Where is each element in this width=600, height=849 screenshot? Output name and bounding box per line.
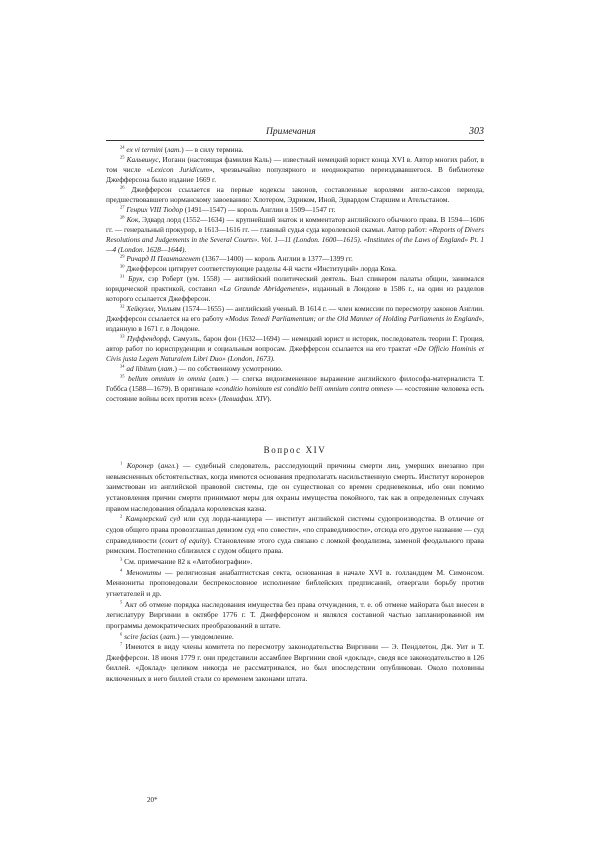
footnote-text: Имеются в виду члены комитета по пересмотру законодательства Виргинии — Э. Пендлетон, Дж. Уит и Т. Джефферсон. 18 июня 1779 г. они представили ассамблее Виргинии свой «доклад», сведя все законодательство в 126 биллей. «Доклад» целиком никогда не рассматривался, но был впоследствии опубликован. Около половины включенных в него биллей стали со временем законами штата. bbox=[106, 642, 485, 684]
notes-top bbox=[106, 145, 484, 404]
italic-text: англ. bbox=[160, 461, 177, 470]
footnote-number: 30 bbox=[120, 264, 125, 270]
footnote-text: ) — слегка видоизмененное выражение английского философа-материалиста Т. Гоббса (1588—1679). В оригинале « bbox=[106, 373, 485, 393]
footnote-text: ). bbox=[267, 393, 272, 403]
footnote bbox=[106, 461, 484, 514]
footnote-number: 25 bbox=[120, 154, 125, 160]
footnote-text: Джефферсон цитирует соответствующие разделы 4-й части «Институций» лорда Кока. bbox=[126, 264, 397, 274]
footnote-text: ( bbox=[156, 363, 161, 373]
footnote-text: ( bbox=[205, 373, 212, 383]
footnote bbox=[106, 374, 484, 404]
footnote-text: », чрезвычайно популярного и неоднократно переиздававшегося. В библиотеке Джефферсона было издание 1669 г. bbox=[106, 164, 485, 184]
italic-text: Канцлерский суд bbox=[125, 514, 181, 524]
footnote-text: ) — по собственному усмотрению. bbox=[174, 363, 283, 373]
footnote bbox=[106, 632, 484, 643]
footnote-number: 35 bbox=[120, 373, 125, 379]
footnote-text: ) — в силу термина. bbox=[181, 145, 244, 154]
footnote-number: 34 bbox=[120, 363, 125, 369]
footnote-number: 4 bbox=[120, 567, 123, 573]
footnote-number: 29 bbox=[120, 254, 125, 260]
italic-text: Кок bbox=[126, 214, 139, 224]
italic-text: Менониты bbox=[126, 567, 162, 577]
italic-text: Reports of Divers Resolutions and Judgements in the Several Courts». Vol. 1—11 (London. 1600—1615). «Institutes of the Laws of England» Pt. 1—4 (London. 1628—1644). bbox=[106, 224, 484, 254]
page-number: 303 bbox=[469, 126, 484, 137]
footnote-number: 28 bbox=[120, 214, 125, 220]
footnote-text: », изданный в Лондоне в 1586 г., на один из разделов которого ссылается Джефферсон. bbox=[106, 284, 484, 304]
notes-bottom bbox=[106, 461, 484, 685]
footnote-number: 1 bbox=[120, 460, 123, 466]
italic-text: Брук bbox=[128, 274, 143, 284]
footnote-text: ( bbox=[162, 145, 168, 154]
footnote-number: 5 bbox=[120, 599, 123, 605]
footnote bbox=[106, 205, 484, 215]
signature-mark: 20* bbox=[147, 796, 158, 804]
footnote-number: 24 bbox=[120, 144, 125, 150]
footnote-text: Акт об отмене порядка наследования имущества без права отчуждения, т. е. об отмене майората был внесен в легислатуру Виргинии в октябре 1776 г. Т. Джефферсоном и являлся составной частью запланированной им программы демократических преобразований в штате. bbox=[106, 599, 485, 630]
footnote-text: Джефферсон ссылается на первые кодексы законов, составленные королями англо-саксов периода, предшествовавшего норманскому завоеванию: Хлотером, Эдриком, Иной, Эдвардом Старшим и Ательстаном. bbox=[106, 184, 484, 204]
italic-text: ex vi termini bbox=[126, 145, 163, 154]
footnote-text: ( bbox=[153, 461, 161, 470]
footnote-number: 32 bbox=[120, 303, 125, 309]
running-header bbox=[106, 126, 484, 141]
footnote-text: ). Становление этого суда связано с ломкой феодализма, заменой феодального права римским. Постепенно сблизился с судом общего права. bbox=[106, 535, 485, 556]
footnote-text: » — «состояние человека есть состояние войны всех против всех» ( bbox=[106, 383, 484, 403]
footnote-text: — религиозная анабаптистская секта, основанная в начале XVI в. голландцем М. Симонсом. Меннониты проповедовали беспрекословное исполнение библейских предписаний, отвергали борьбу против угнетателей и др. bbox=[106, 567, 485, 598]
footnote-text: ) — судебный следователь, расследующий причины смерти лиц, умерших внезапно при невыясненных обстоятельствах, когда имеются основания предполагать насильственную смерть. Институт коронеров заимствован из английской правовой системы, где он существовал со времен средневековья, ибо они помимо установления причин смерти принимают меры для охраны имущества покойного, так как в определенных случаях правом наследования обладала королевская казна. bbox=[106, 461, 485, 513]
footnote bbox=[106, 364, 484, 374]
footnote bbox=[106, 215, 484, 255]
italic-text: De Officio Hominis et Civis justa Legem Naturalem Libri Duo» (London, 1673). bbox=[106, 344, 484, 364]
footnote-text: , Иоганн (настоящая фамилия Каль) — известный немецкий юрист конца XVI в. Автор многих работ, в том числе « bbox=[106, 154, 485, 174]
section-heading: Вопрос XIV bbox=[263, 445, 327, 455]
italic-text: La Graunde Abridgements bbox=[223, 284, 305, 294]
footnote bbox=[106, 304, 484, 334]
footnote bbox=[106, 600, 484, 632]
footnote-number: 7 bbox=[120, 641, 123, 647]
footnote bbox=[106, 334, 484, 364]
footnote-text: », изданную в 1671 г. в Лондоне. bbox=[106, 314, 484, 334]
footnote bbox=[106, 514, 484, 557]
footnote-text: , Самуэль, барон фон (1632—1694) — немецкий юрист и историк, последователь теории Г. Гроция, автор работ по юриспруденции и социальным вопросам. Джефферсон ссылается на его трактат « bbox=[106, 334, 485, 354]
italic-text: conditio hominum est conditio belli omnium contra omnes bbox=[218, 383, 390, 393]
italic-text: Хейкуэлл bbox=[126, 304, 154, 314]
footnote bbox=[106, 264, 484, 274]
footnote-text: ( bbox=[158, 631, 163, 641]
footnote bbox=[106, 185, 484, 205]
footnote-number: 3 bbox=[120, 556, 123, 562]
footnote-number: 2 bbox=[120, 513, 123, 519]
italic-text: лат. bbox=[167, 145, 182, 154]
footnote-text: , Эдвард лорд (1552—1634) — крупнейший знаток и комментатор английского обычного права. В 1594—1606 гг. — генеральный прокурор, в 1613—1616 гг. — главный судья суда королевской скамьи. Автор работ: « bbox=[106, 214, 484, 234]
footnote-text: , Уильям (1574—1655) — английский ученый. В 1614 г. — член комиссии по пересмотру законов Англии. Джефферсон ссылается на его работу « bbox=[106, 304, 484, 324]
italic-text: лат. bbox=[160, 363, 175, 373]
italic-text: Modus Tenedi Parliamentum; or the Old Manner of Holding Parliaments in England bbox=[228, 314, 479, 324]
footnote-text: См. примечание 82 к «Автобиографии». bbox=[124, 556, 253, 566]
footnote-text: ) — уведомление. bbox=[177, 631, 234, 641]
italic-text: court of equity bbox=[161, 535, 208, 545]
italic-text: Генрих VIII Тюдор bbox=[126, 204, 183, 214]
footnote bbox=[106, 557, 484, 568]
italic-text: Lexicon Juridicum bbox=[150, 164, 209, 174]
footnote-number: 27 bbox=[120, 204, 125, 210]
footnote bbox=[106, 254, 484, 264]
footnote bbox=[106, 274, 484, 304]
italic-text: Коронер bbox=[126, 461, 154, 470]
footnote-number: 33 bbox=[120, 333, 125, 339]
running-title: Примечания bbox=[266, 127, 316, 137]
italic-text: scire facias bbox=[124, 631, 159, 641]
italic-text: bellum omnium in omnia bbox=[127, 373, 206, 383]
italic-text: лат. bbox=[162, 631, 178, 641]
footnote-text: , сэр Роберт (ум. 1558) — английский политический деятель. Был спикером палаты общин, занимался юридической практикой, составил « bbox=[106, 274, 485, 294]
italic-text: Кальвинус bbox=[126, 154, 159, 164]
italic-text: Ричард II Плантагенет bbox=[126, 254, 201, 264]
footnote bbox=[106, 145, 484, 155]
footnote bbox=[106, 568, 484, 600]
footnote-number: 6 bbox=[120, 631, 123, 636]
italic-text: ad libitum bbox=[126, 363, 157, 373]
footnote bbox=[106, 155, 484, 185]
footnote-number: 26 bbox=[120, 184, 125, 190]
footnote-text: (1367—1400) — король Англии в 1377—1399 гг. bbox=[200, 254, 353, 264]
footnote-text: или суд лорда-канцлера — институт английской системы судопроизводства. В отличие от судов общего права провозглашал девизом суд «по совести», «по справедливости», отсюда его другое название — суд справедливости ( bbox=[106, 514, 485, 545]
italic-text: Пуффендорф bbox=[126, 334, 169, 344]
footnote-text: (1491—1547) — король Англии в 1509—1547 гг. bbox=[182, 204, 336, 214]
italic-text: лат. bbox=[211, 373, 226, 383]
footnote-number: 31 bbox=[120, 273, 125, 279]
italic-text: Левиафан. XIV bbox=[220, 393, 268, 403]
footnote bbox=[106, 642, 484, 685]
